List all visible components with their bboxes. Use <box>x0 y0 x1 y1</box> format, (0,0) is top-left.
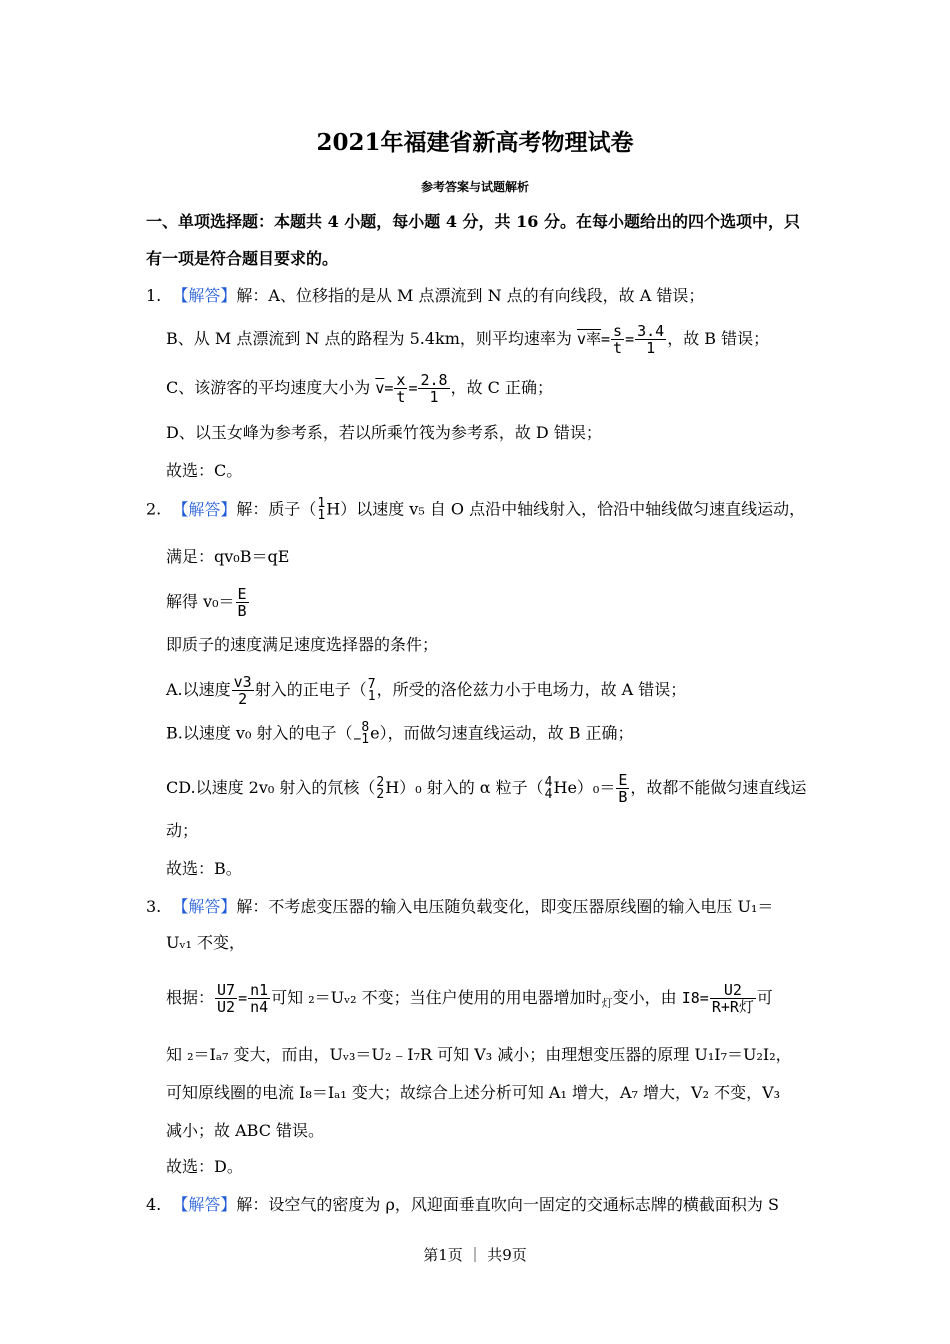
q1-line-d: D、以玉女峰为参考系，若以所乘竹筏为参考系，故 D 错误； <box>166 423 602 442</box>
q2-line-cd: CD.以速度 2v₀ 射入的氘核（ 2 2 H）₀ 射入的 α 粒子（ 4 4 He）₀＝ $\frac{E}{B}$ ，故都不能做匀速直线运 <box>166 771 807 806</box>
q2-line-a: A.以速度 $\frac{v3}{2}$ 射入的正电子（ 7 1 ，所受的洛伦兹力小于电场力，故 A 错误； <box>166 673 687 708</box>
q3-jieda-label: 【解答】 <box>172 897 237 916</box>
q1-line-c: C、该游客的平均速度大小为 $\overline{v}=$ $\frac{x}{t}$ = $\frac{2.8}{1}$ ，故 C 正确； <box>166 371 553 406</box>
q2-line2: 满足：qv₀B＝qE <box>166 547 290 566</box>
q3-line2: Uᵥ₁ 不变， <box>166 933 245 952</box>
q4-jieda-label: 【解答】 <box>172 1195 237 1214</box>
q3-line5: 可知原线圈的电流 I₈＝Iₐ₁ 变大；故综合上述分析可知 A₁ 增大，A₇ 增大，V₂ 不变，V₃ <box>166 1083 781 1102</box>
q3-line4: 知 ₂＝Iₐ₇ 变大，而由，Uᵥ₃＝U₂﹣I₇R 可知 V₃ 减小；由理想变压器的原理 U₁I₇＝U₂I₂， <box>166 1045 792 1064</box>
q1-number: 1. <box>146 286 162 305</box>
q3-line6: 减小；故 ABC 错误。 <box>166 1121 325 1140</box>
q2-number: 2. <box>146 499 162 519</box>
q1-fraction-value-c: $\frac{2.8}{1}$ <box>420 371 448 406</box>
q2-answer: 故选：B。 <box>166 859 242 878</box>
page-subtitle: 参考答案与试题解析 <box>420 180 529 194</box>
q2-proton-nuclide: 1 1 <box>317 496 326 523</box>
section-heading-line1: 一、单项选择题：本题共 4 小题，每小题 4 分，共 16 分。在每小题给出的四个选项中，只 <box>146 212 800 231</box>
q1-answer: 故选：C。 <box>166 461 243 480</box>
q2-fraction-v3-2: $\frac{v3}{2}$ <box>233 673 252 708</box>
q1-jie: 解： <box>236 286 269 305</box>
q1-avg-rate-symbol: v率 <box>576 330 602 348</box>
q2-line-cd2: 动； <box>166 821 199 840</box>
q3-number: 3. <box>146 897 162 916</box>
q2-line-b: B.以速度 v₀ 射入的电子（ 8 −1 e），而做匀速直线运动，故 B 正确； <box>166 720 634 747</box>
section-heading-line2: 有一项是符合题目要求的。 <box>146 249 339 268</box>
q3-fraction-u7-u2: $\frac{U7}{U2}$ <box>217 981 236 1016</box>
q1-avg-velocity-symbol: $\overline{v}$ <box>375 379 385 397</box>
q3-fraction-n1-n4: $\frac{n1}{n4}$ <box>250 981 269 1016</box>
q2-positron-nuclide: 7 1 <box>367 676 376 704</box>
q3-fraction-current: $\frac{U2}{\text{R+R灯}}$ <box>711 981 754 1016</box>
q3-line3: 根据： $\frac{U7}{U2}$ = $\frac{n1}{n4}$ 可知 ₂＝Uᵥ₂ 不变；当住户使用的用电器增加时$_灯$变小，由 I8= $\frac{U2}{\text{R+R灯}}$ 可 <box>166 981 773 1016</box>
q2-deuteron-nuclide: 2 2 <box>376 774 385 802</box>
q1-option-a: A、位移指的是从 M 点漂流到 N 点的有向线段，故 A 错误； <box>268 286 705 305</box>
q1-jieda-label: 【解答】 <box>172 286 237 305</box>
q2-fraction-e-b: $\frac{E}{B}$ <box>237 585 247 620</box>
page-footer: 第1页 ｜ 共9页 <box>423 1246 527 1264</box>
q4-number: 4. <box>146 1195 162 1214</box>
q1-fraction-s-t: $\frac{s}{t}$ <box>613 322 623 357</box>
q1-line-b: B、从 M 点漂流到 N 点的路程为 5.4km，则平均速率为 v率= $\frac{s}{t}$ = $\frac{3.4}{1}$ ，故 B 错误； <box>166 322 770 357</box>
page-title: 2021年福建省新高考物理试卷 <box>316 129 634 156</box>
q2-line4: 即质子的速度满足速度选择器的条件； <box>166 635 439 654</box>
q1-fraction-value: $\frac{3.4}{1}$ <box>637 322 665 357</box>
q4-line1: 4. 【解答】解：设空气的密度为 ρ，风迎面垂直吹向一固定的交通标志牌的横截面积为 S <box>146 1195 779 1214</box>
q3-line1: 3. 【解答】解：不考虑变压器的输入电压随负载变化，即变压器原线圈的输入电压 U₁＝ <box>146 897 774 916</box>
q2-line1: 2. 【解答】解：质子（ 1 1 H）以速度 v₅ 自 O 点沿中轴线射入，恰沿中轴线做匀速直线运动， <box>146 496 806 523</box>
q2-alpha-nuclide: 4 4 <box>544 774 553 802</box>
q2-line3: 解得 v₀＝ $\frac{E}{B}$ <box>166 585 247 620</box>
q2-electron-nuclide: 8 −1 <box>353 720 370 747</box>
q1-line1 <box>146 285 704 307</box>
q2-jieda-label: 【解答】 <box>172 499 237 519</box>
q1-fraction-x-t: $\frac{x}{t}$ <box>396 371 406 406</box>
q2-fraction-e-b-2: $\frac{E}{B}$ <box>618 771 628 806</box>
q3-answer: 故选：D。 <box>166 1157 243 1176</box>
